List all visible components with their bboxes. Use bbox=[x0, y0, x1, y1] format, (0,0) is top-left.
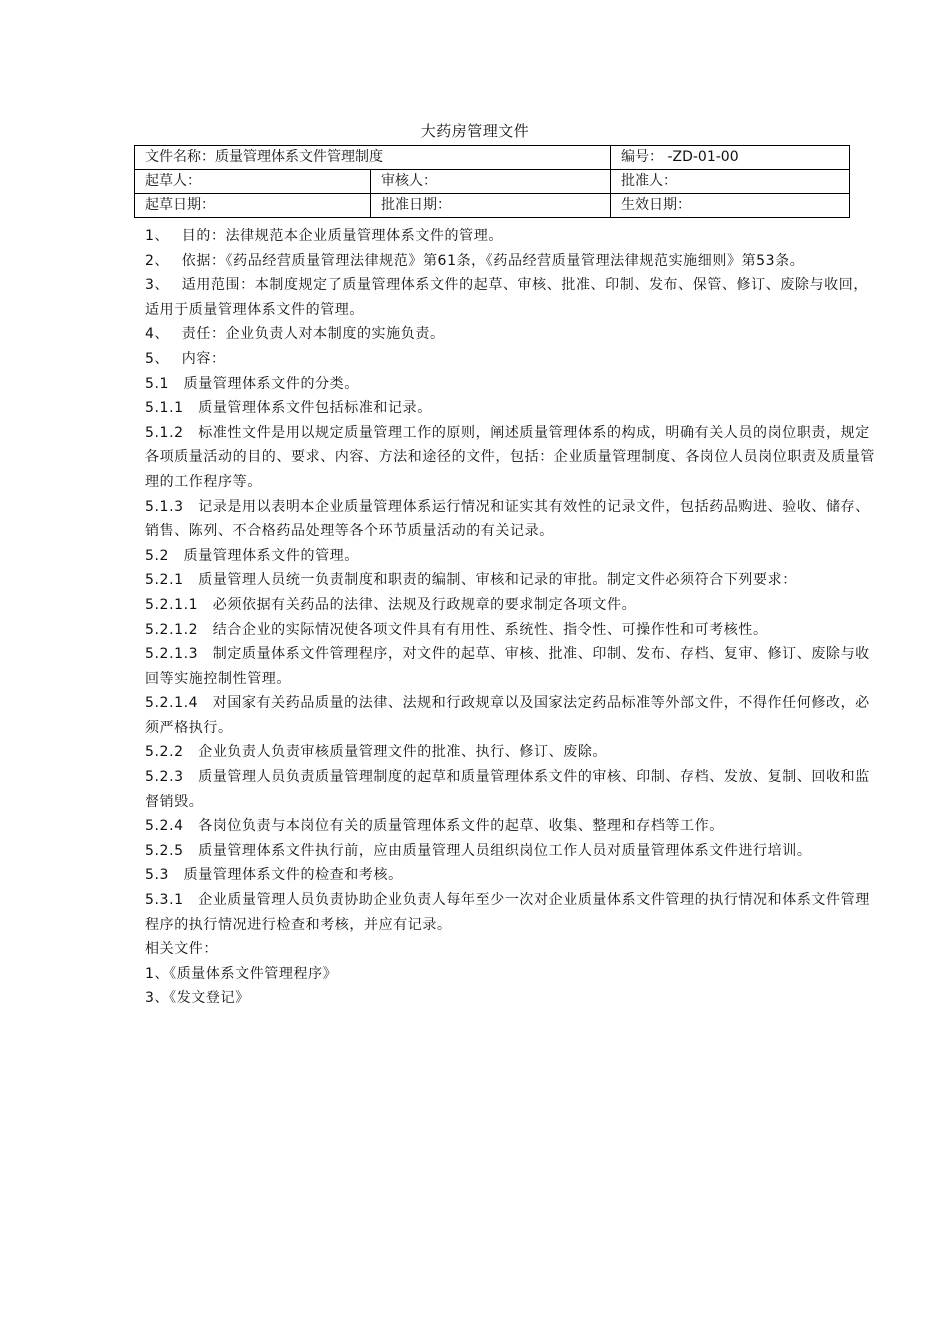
paragraph: 5.1 质量管理体系文件的分类。 bbox=[145, 375, 359, 392]
paragraph: 5.1.2 标准性文件是用以规定质量管理工作的原则，阐述质量管理体系的构成，明确有关人员的岗位职责，规定各项质量活动的目的、要求、内容、方法和途径的文件，包括：企业质量管理制度、各岗位人员岗位职责及质量管理的工作程序等。 bbox=[145, 424, 875, 490]
paragraph: 5.3.1 企业质量管理人员负责协助企业负责人每年至少一次对企业质量体系文件管理的执行情况和体系文件管理程序的执行情况进行检查和考核，并应有记录。 bbox=[145, 892, 870, 933]
approval-date-cell: 批准日期： bbox=[371, 194, 611, 218]
approver-cell: 批准人： bbox=[611, 170, 850, 194]
paragraph: 5.2.1.3 制定质量体系文件管理程序，对文件的起草、审核、批准、印制、发布、存档、复审、修订、废除与收回等实施控制性管理。 bbox=[145, 646, 870, 687]
paragraph: 5.2.3 质量管理人员负责质量管理制度的起草和质量管理体系文件的审核、印制、存档、发放、复制、回收和监督销毁。 bbox=[145, 769, 870, 810]
paragraph: 5.2.1 质量管理人员统一负责制度和职责的编制、审核和记录的审批。制定文件必须符合下列要求： bbox=[145, 572, 797, 589]
draft-date-cell: 起草日期： bbox=[135, 194, 371, 218]
paragraph: 5.2.2 企业负责人负责审核质量管理文件的批准、执行、修订、废除。 bbox=[145, 744, 608, 761]
reviewer-cell: 审核人： bbox=[371, 170, 611, 194]
paragraph: 4、 责任：企业负责人对本制度的实施负责。 bbox=[145, 326, 445, 343]
drafter-cell: 起草人： bbox=[135, 170, 371, 194]
header-row-dates bbox=[135, 194, 850, 218]
paragraph: 5.3 质量管理体系文件的检查和考核。 bbox=[145, 867, 403, 884]
related-document-item: 3、《发文登记》 bbox=[145, 990, 250, 1007]
file-name-cell: 文件名称：质量管理体系文件管理制度 bbox=[135, 146, 611, 170]
header-row-signatories bbox=[135, 170, 850, 194]
effective-date-cell: 生效日期： bbox=[611, 194, 850, 218]
paragraph: 5.2.1.1 必须依据有关药品的法律、法规及行政规章的要求制定各项文件。 bbox=[145, 596, 637, 613]
paragraph: 5.1.1 质量管理体系文件包括标准和记录。 bbox=[145, 400, 432, 417]
paragraph: 3、 适用范围：本制度规定了质量管理体系文件的起草、审核、批准、印制、发布、保管、修订、废除与收回，适用于质量管理体系文件的管理。 bbox=[145, 277, 868, 318]
paragraph: 5、 内容： bbox=[145, 350, 226, 367]
related-documents-heading: 相关文件： bbox=[145, 941, 218, 958]
document-code-cell: 编号： -ZD-01-00 bbox=[611, 146, 850, 170]
document-header-table bbox=[134, 145, 850, 218]
paragraph: 2、 依据：《药品经营质量管理法律规范》第61条，《药品经营质量管理法律规范实施细则》第53条。 bbox=[145, 252, 805, 269]
paragraph: 5.2.1.2 结合企业的实际情况使各项文件具有有用性、系统性、指令性、可操作性和可考核性。 bbox=[145, 621, 768, 638]
header-row-file-info bbox=[135, 146, 850, 170]
paragraph: 5.2.1.4 对国家有关药品质量的法律、法规和行政规章以及国家法定药品标准等外部文件，不得作任何修改，必须严格执行。 bbox=[145, 695, 870, 736]
paragraph: 5.2 质量管理体系文件的管理。 bbox=[145, 547, 359, 564]
related-document-item: 1、《质量体系文件管理程序》 bbox=[145, 965, 338, 982]
paragraph: 1、 目的：法律规范本企业质量管理体系文件的管理。 bbox=[145, 228, 503, 244]
paragraph: 5.2.4 各岗位负责与本岗位有关的质量管理体系文件的起草、收集、整理和存档等工作。 bbox=[145, 818, 724, 835]
paragraph: 5.1.3 记录是用以表明本企业质量管理体系运行情况和证实其有效性的记录文件，包括药品购进、验收、储存、销售、陈列、不合格药品处理等各个环节质量活动的有关记录。 bbox=[145, 498, 870, 540]
document-body bbox=[145, 224, 880, 1011]
document-title: 大药房管理文件 bbox=[420, 122, 530, 140]
paragraph: 5.2.5 质量管理体系文件执行前，应由质量管理人员组织岗位工作人员对质量管理体系文件进行培训。 bbox=[145, 842, 812, 859]
